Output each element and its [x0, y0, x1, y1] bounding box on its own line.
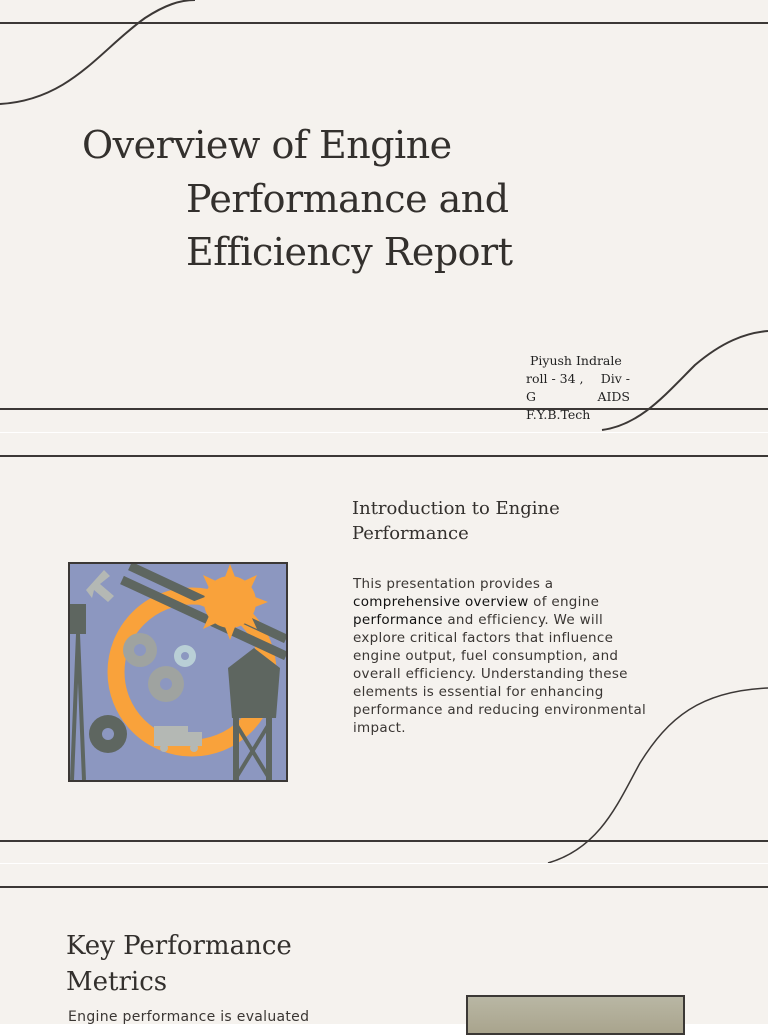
- title-line-1: Overview of Engine: [82, 123, 452, 167]
- intro-heading: Introduction to Engine Performance: [352, 498, 560, 544]
- intro-line-1: This presentation provides a: [353, 576, 554, 592]
- metrics-paragraph: Engine performance is evaluated: [68, 1009, 310, 1025]
- author-div-label: Div -: [600, 371, 630, 386]
- title-line-3: Efficiency Report: [186, 230, 513, 274]
- author-name: Piyush Indrale: [530, 353, 622, 368]
- intro-text-of-engine: of engine: [533, 594, 600, 610]
- author-div: G: [526, 389, 536, 404]
- author-div-line: [526, 388, 630, 406]
- title-slide: [0, 0, 768, 432]
- author-roll: roll - 34 ,: [526, 371, 584, 386]
- gears-sun-water-tower-illustration: [70, 564, 286, 780]
- top-divider-line: [0, 886, 768, 888]
- intro-line-3: [353, 612, 603, 628]
- engine-photo: [466, 995, 685, 1035]
- intro-line-2: [353, 594, 599, 610]
- bottom-divider-line: [0, 840, 768, 842]
- author-info: [526, 352, 630, 424]
- top-divider-line: [0, 22, 768, 24]
- author-branch: AIDS: [597, 389, 630, 404]
- title-line-2: Performance and: [186, 177, 509, 221]
- intro-paragraph: [353, 575, 663, 737]
- highlight-comprehensive-overview: comprehensive overview: [353, 594, 529, 610]
- metrics-heading: Key Performance Metrics: [66, 931, 292, 997]
- author-roll-line: [526, 370, 630, 388]
- top-left-curve: [0, 0, 195, 104]
- engine-illustration: [68, 562, 288, 782]
- top-divider-line: [0, 455, 768, 457]
- intro-text-efficiency: and efficiency. We will: [447, 612, 604, 628]
- bottom-divider-line: [0, 408, 768, 410]
- intro-rest: explore critical factors that influence engine output, fuel consumption, and overall efficiency. Understanding these elements is essential for enhancing performance and reducing environmental impact.: [353, 630, 647, 736]
- author-year: F.Y.B.Tech: [526, 407, 591, 422]
- highlight-performance: performance: [353, 612, 443, 628]
